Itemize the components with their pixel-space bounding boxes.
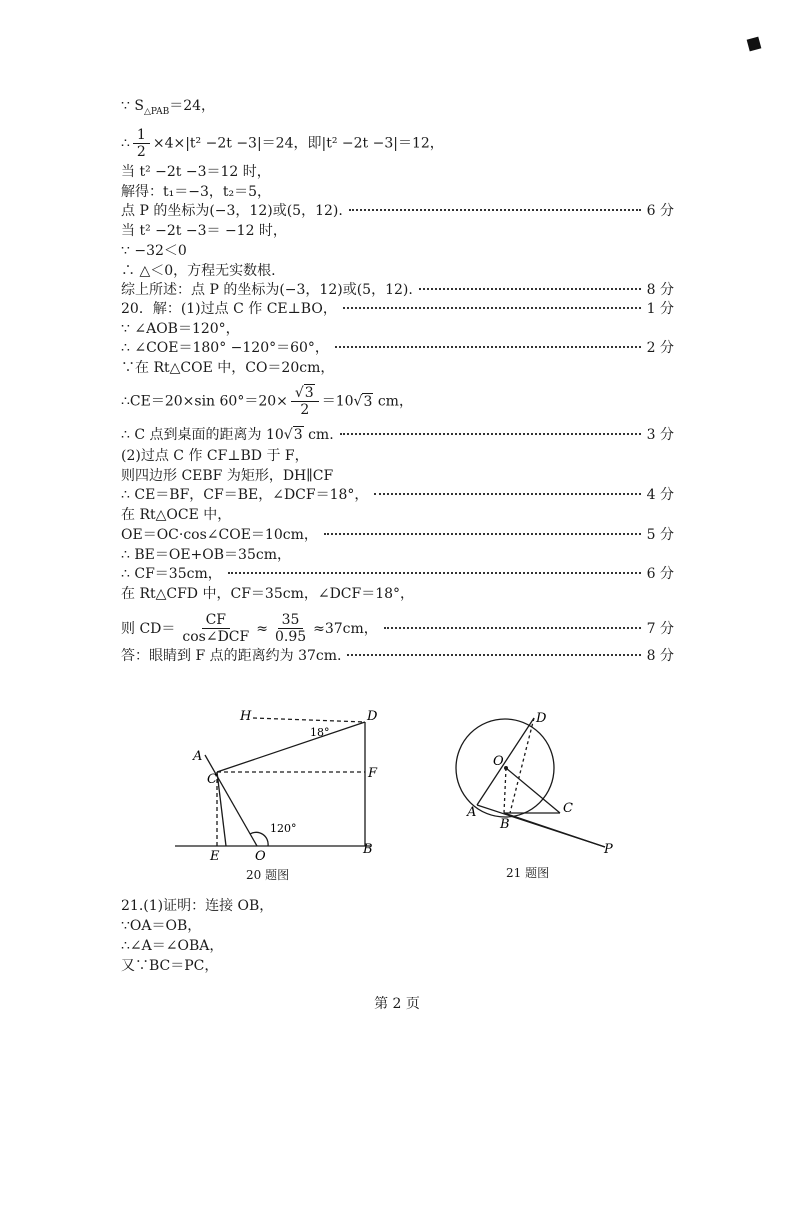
angle-120-label: 120° (270, 822, 297, 835)
q20-line-11: OE＝OC·cos∠COE＝10cm， 5 分 (121, 527, 674, 543)
label-b: B (500, 817, 510, 832)
score: 3 分 (646, 427, 674, 443)
angle-18-label: 18° (310, 726, 330, 739)
q20-line-13: ∴ CF＝35cm， 6 分 (121, 566, 674, 582)
case2-line: 当 t² −2t −3＝ −12 时， (121, 223, 287, 239)
fraction-half: $\frac{1}{2}$ (133, 127, 150, 160)
label-f: F (368, 766, 378, 781)
page-footer: 第 2 页 (374, 996, 420, 1012)
q21-line-1: 21.(1)证明：连接 OB， (121, 898, 274, 914)
label-a: A (467, 805, 477, 820)
score: 8 分 (646, 282, 674, 298)
q20-line-10: 在 Rt△OCE 中， (121, 507, 232, 523)
segment-cd (217, 722, 365, 772)
fraction-cf-over-cos: $\frac{CF}{\text{cos∠DCF}}$ (182, 612, 250, 645)
segment-oc (506, 768, 560, 813)
fraction-35-over-095: $\frac{35}{0.95}$ (274, 612, 307, 645)
label-d: D (536, 711, 547, 726)
label-c: C (207, 772, 217, 787)
q21-line-4: 又∵BC＝PC， (121, 958, 219, 974)
no-root-line: ∴ △＜0，方程无实数根. (121, 263, 276, 279)
label-h: H (240, 709, 252, 724)
diameter-ad (477, 718, 534, 805)
label-c: C (563, 801, 573, 816)
conclusion-line: 综上所述：点 P 的坐标为(−3，12)或(5，12). 8 分 (121, 282, 674, 298)
score: 6 分 (646, 566, 674, 582)
q21-line-3: ∴∠A＝∠OBA， (121, 938, 224, 954)
label-a: A (193, 749, 203, 764)
segment-db (510, 718, 534, 813)
q20-line-12: ∴ BE＝OE+OB＝35cm， (121, 547, 291, 563)
label-o: O (255, 849, 266, 864)
figure-21-diagram (450, 705, 625, 860)
segment-ao (205, 755, 257, 846)
segment-hd (253, 718, 365, 722)
segment-ob (504, 768, 506, 813)
score: 4 分 (646, 487, 674, 503)
q20-line-4: ∵在 Rt△COE 中，CO＝20cm， (121, 360, 335, 376)
given-area-line: ∵ $S_{\triangle PAB}=24$， (121, 98, 216, 117)
q20-line-15: 则 CD＝ $\frac{CF}{\text{cos∠DCF}}$ ≈ $\frac{35}{0.95}$ ≈37cm， 7 分 (121, 612, 674, 645)
label-o: O (493, 754, 504, 769)
corner-scan-mark (747, 37, 762, 52)
label-e: E (210, 849, 220, 864)
q20-line-1: 20．解：(1)过点 C 作 CE⊥BO， 1 分 (121, 301, 674, 317)
q21-line-2: ∵OA＝OB， (121, 918, 202, 934)
figure-21-caption: 21 题图 (506, 866, 550, 880)
discriminant-line: ∵ −32＜0 (121, 243, 187, 259)
case1-line: 当 t² −2t −3＝12 时， (121, 164, 271, 180)
label-b: B (363, 842, 373, 857)
center-dot (504, 766, 508, 770)
q20-line-5: ∴CE＝20×sin 60°＝20× $\frac{√3}{2}$ ＝10√3 cm， (121, 385, 413, 418)
figure-20-caption: 20 题图 (246, 868, 290, 882)
q20-answer-line: 答：眼睛到 F 点的距离约为 37cm. 8 分 (121, 648, 674, 664)
fraction-sqrt3-over-2: $\frac{√3}{2}$ (291, 385, 319, 418)
case1-result-line: 点 P 的坐标为(−3，12)或(5，12). 6 分 (121, 203, 674, 219)
q20-line-7: (2)过点 C 作 CF⊥BD 于 F， (121, 448, 309, 464)
score: 6 分 (646, 203, 674, 219)
score: 8 分 (646, 648, 674, 664)
q20-line-8: 则四边形 CEBF 为矩形，DH∥CF (121, 468, 334, 484)
figure-20-diagram (160, 700, 390, 865)
area-equation-line: ∴ $\frac{1}{2}$ ×4×|t² −2t −3|＝24，即|t² −2t −3|＝12， (121, 127, 444, 160)
score: 1 分 (646, 301, 674, 317)
case1-solve-line: 解得：t₁＝−3，t₂＝5， (121, 184, 272, 200)
q20-line-6: ∴ C 点到桌面的距离为 10√3 cm. 3 分 (121, 427, 674, 443)
score: 2 分 (646, 340, 674, 356)
q20-line-3: ∴ ∠COE＝180° −120°＝60°， 2 分 (121, 340, 674, 356)
q20-line-14: 在 Rt△CFD 中，CF＝35cm，∠DCF＝18°， (121, 586, 415, 602)
label-d: D (367, 709, 378, 724)
score: 5 分 (646, 527, 674, 543)
q20-line-2: ∵ ∠AOB＝120°， (121, 321, 240, 337)
segment-bp (504, 813, 605, 847)
label-p: P (604, 842, 613, 857)
q20-line-9: ∴ CE＝BF，CF＝BE，∠DCF＝18°， 4 分 (121, 487, 674, 503)
score: 7 分 (646, 620, 674, 637)
